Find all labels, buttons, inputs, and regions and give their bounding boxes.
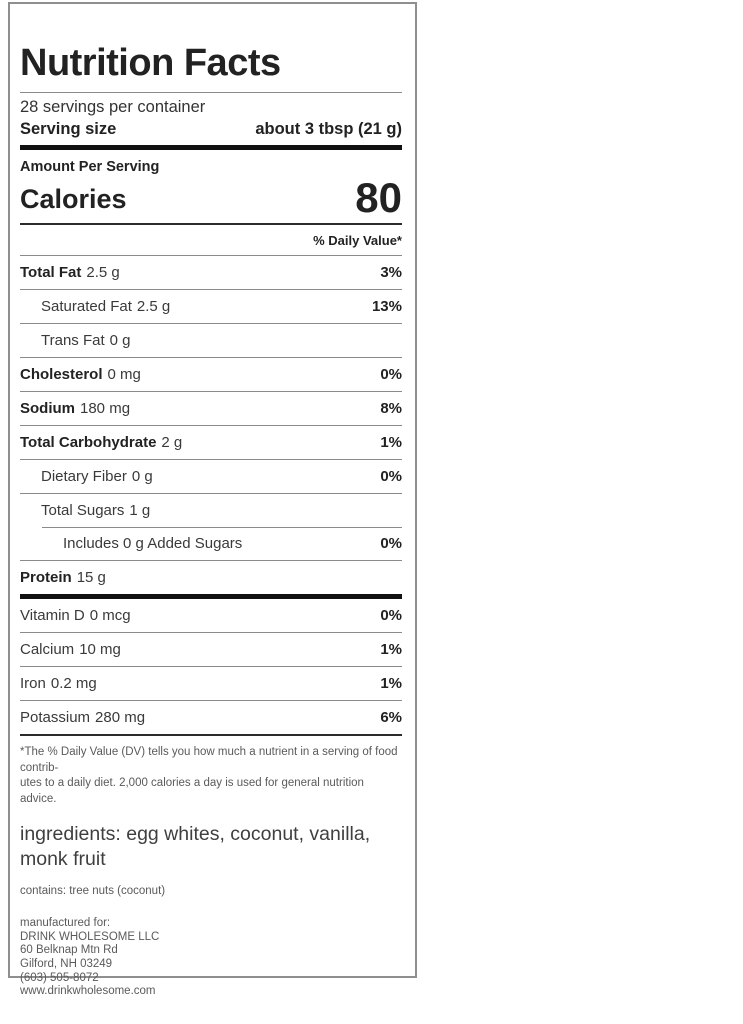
nutrient-amount: 15 g [76,569,106,587]
nutrient-name: Total Sugars [41,502,125,520]
nutrient-name: Dietary Fiber [41,468,127,486]
nutrient-amount: 0 g [131,468,153,486]
allergen-statement: contains: tree nuts (coconut) [20,885,166,898]
nutrient-amount: 10 mg [79,641,121,659]
manufacturer-line: DRINK WHOLESOME LLC [20,930,160,943]
nutrient-amount: 280 mg [95,709,146,727]
nutrient-dv: 0% [380,468,402,486]
manufacturer-line: manufactured for: [20,917,111,930]
nutrient-row-vitamin-d [20,599,402,632]
nutrient-dv: 0% [380,366,402,384]
manufacturer-block [20,917,402,998]
nutrient-name: Iron [20,675,46,693]
nutrient-dv: 1% [380,675,402,693]
nutrient-dv: 0% [380,535,402,553]
nutrient-row-cholesterol [20,357,402,391]
nutrient-dv: 1% [380,434,402,452]
nutrient-name: Protein [20,569,72,587]
nutrition-facts-panel [8,2,417,998]
daily-value-footnote [20,745,402,807]
nutrient-row-total-fat [20,255,402,289]
nutrient-row-iron [20,666,402,700]
serving-size-label: Serving size [20,120,117,139]
servings-per-container: 28 servings per container [20,98,206,117]
nutrient-row-calcium [20,632,402,666]
calories-row [20,174,402,222]
nutrient-name: Vitamin D [20,607,85,625]
nutrient-amount: 2.5 g [86,264,120,282]
divider [20,92,402,93]
nutrient-amount: 2.5 g [136,298,171,316]
nutrient-row-trans-fat [20,323,402,357]
nutrient-row-total-carbohydrate [20,425,402,459]
amount-per-serving-label: Amount Per Serving [20,159,160,176]
nutrient-row-potassium [20,700,402,734]
nutrient-name: Total Fat [20,264,82,282]
nutrient-row-total-sugars [20,493,402,527]
nutrient-row-dietary-fiber [20,459,402,493]
serving-size-value: about 3 tbsp (21 g) [255,120,402,139]
nutrient-name: Sodium [20,400,75,418]
nutrient-dv: 0% [380,607,402,625]
nutrient-amount: 0.2 mg [50,675,97,693]
nutrient-name: Cholesterol [20,366,103,384]
nutrient-name: Calcium [20,641,75,659]
nutrient-name: Trans Fat [41,332,105,350]
manufacturer-line: Gilford, NH 03249 [20,957,113,970]
footnote-line: *The % Daily Value (DV) tells you how much a nutrient in a serving of food contrib- [20,746,398,774]
nutrient-name: Potassium [20,709,91,727]
nutrient-name: Includes 0 g Added Sugars [63,535,243,553]
ingredients-line: monk fruit [20,848,106,871]
nutrient-amount: 180 mg [80,400,131,418]
footnote-line: utes to a daily diet. 2,000 calories a day is used for general nutrition advice. [20,777,364,805]
nutrient-name: Saturated Fat [41,298,132,316]
nutrient-name: Total Carbohydrate [20,434,157,452]
manufacturer-website: www.drinkwholesome.com [20,985,156,998]
calories-value: 80 [355,174,402,222]
serving-size-row [20,120,402,139]
nutrient-amount: 0 mg [107,366,141,384]
medium-bar [20,734,402,736]
daily-value-header: % Daily Value* [313,232,402,248]
thick-bar [20,145,402,150]
ingredients-list [20,822,402,872]
nutrient-dv: 6% [380,709,402,727]
calories-label: Calories [20,183,127,214]
nutrient-amount: 0 mcg [89,607,131,625]
nutrient-dv: 8% [380,400,402,418]
nutrient-amount: 0 g [109,332,131,350]
nutrient-row-added-sugars [20,527,402,560]
nutrient-row-protein [20,560,402,594]
nutrient-row-sodium [20,391,402,425]
nutrient-dv: 3% [380,264,402,282]
nutrient-amount: 1 g [129,502,151,520]
nutrient-dv: 1% [380,641,402,659]
manufacturer-line: 60 Belknap Mtn Rd [20,944,118,957]
panel-title: Nutrition Facts [20,42,281,84]
nutrient-dv: 13% [371,298,402,316]
ingredients-line: ingredients: egg whites, coconut, vanilla, [20,823,371,846]
manufacturer-line: (603) 505-8072 [20,971,99,984]
nutrient-amount: 2 g [161,434,183,452]
nutrient-row-saturated-fat [20,289,402,323]
